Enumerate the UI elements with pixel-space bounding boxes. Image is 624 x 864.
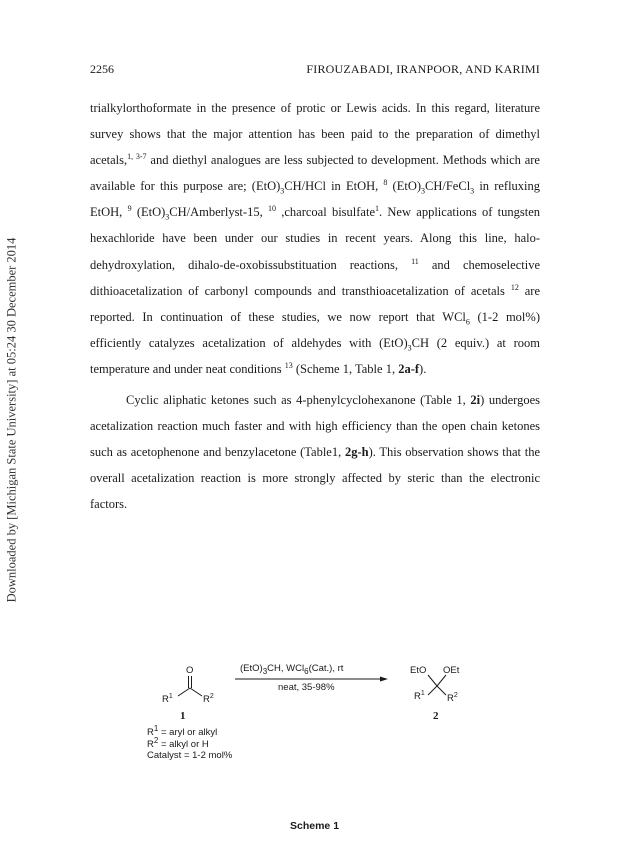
legend-r2: $R^2$ = alkyl or H bbox=[147, 735, 209, 750]
article-body bbox=[90, 95, 540, 518]
legend-r1: $R^1$ = aryl or alkyl bbox=[147, 723, 218, 738]
compound-ref: 2a-f bbox=[398, 361, 420, 376]
reaction-conditions-bottom: neat, 35-98% bbox=[278, 682, 335, 693]
subscript: 3 bbox=[407, 343, 412, 353]
paragraph-1 bbox=[90, 95, 540, 382]
text-run: (Scheme 1, Table 1, bbox=[292, 361, 399, 376]
subscript: 3 bbox=[470, 186, 475, 196]
page-header bbox=[90, 62, 540, 80]
arrow-head bbox=[380, 677, 388, 682]
citation-ref: 12 bbox=[510, 282, 519, 292]
paragraph-2 bbox=[90, 387, 540, 517]
scheme-caption: Scheme 1 bbox=[290, 820, 340, 832]
alkyl-bond bbox=[178, 688, 190, 696]
subscript: 3 bbox=[280, 186, 285, 196]
text-run: ). This observation shows that the overall acetalization reaction is more strongly affected by steric than the electronic factors. bbox=[90, 445, 540, 512]
running-head-authors: FIROUZABADI, IRANPOOR, AND KARIMI bbox=[306, 62, 540, 76]
text-run: in refluxing EtOH, bbox=[90, 179, 541, 220]
text-run: are reported. In continuation of these studies, we now report that WCl bbox=[90, 283, 540, 324]
acetal-bond bbox=[428, 675, 437, 686]
legend-catalyst: Catalyst = 1-2 mol% bbox=[147, 750, 233, 761]
text-run: (EtO) bbox=[387, 179, 422, 194]
text-run: (EtO) bbox=[131, 205, 166, 220]
text-run: CH/HCl in EtOH, bbox=[284, 179, 384, 194]
reaction-conditions-top: $(EtO)_3CH$, WCl$_6$(Cat.), rt bbox=[240, 663, 344, 676]
download-watermark bbox=[2, 210, 22, 630]
product-r2: $R^2$ bbox=[447, 692, 458, 704]
text-run: CH/Amberlyst-15, bbox=[169, 205, 268, 220]
citation-ref: 1, 3-7 bbox=[127, 152, 147, 162]
text-run: CH (2 equiv.) at room temperature and under neat conditions bbox=[90, 335, 540, 376]
reactant-r2: $R^2$ bbox=[203, 693, 214, 705]
citation-ref: 10 bbox=[267, 204, 276, 214]
alkyl-bond bbox=[428, 686, 437, 695]
subscript: 3 bbox=[165, 212, 170, 222]
reactant-oxygen: O bbox=[186, 665, 194, 676]
compound-ref: 2g-h bbox=[344, 445, 369, 460]
product-eto: EtO bbox=[410, 665, 427, 676]
text-run: (1-2 mol%) efficiently catalyzes acetalization of aldehydes with (EtO) bbox=[90, 309, 540, 350]
alkyl-bond bbox=[190, 688, 202, 696]
text-run: ,charcoal bisulfate bbox=[275, 205, 376, 220]
citation-ref: 9 bbox=[127, 204, 132, 214]
reactant-label: 1 bbox=[180, 710, 186, 722]
text-run: trialkylorthoformate in the presence of protic or Lewis acids. In this regard, literature survey shows that the major attention has been paid to the preparation of dimethyl acetals, bbox=[90, 101, 540, 168]
citation-ref: 8 bbox=[383, 178, 388, 188]
scheme-legend bbox=[147, 723, 233, 762]
citation-ref: 13 bbox=[284, 360, 293, 370]
reactant-r1: $R^1$ bbox=[162, 693, 173, 705]
page-number: 2256 bbox=[90, 62, 114, 76]
download-note-text: Downloaded by [Michigan State University] at 05:24 30 December 2014 bbox=[4, 237, 19, 603]
text-run: CH/FeCl bbox=[425, 179, 471, 194]
text-run: Cyclic aliphatic ketones such as 4-phenylcyclohexanone (Table 1, bbox=[126, 393, 471, 408]
reaction-scheme bbox=[140, 655, 500, 785]
citation-ref: 1 bbox=[375, 204, 380, 214]
text-run: and diethyl analogues are less subjected to development. Methods which are available for this purpose are; (EtO) bbox=[90, 153, 540, 194]
text-run: ). bbox=[419, 361, 427, 376]
subscript: 6 bbox=[465, 317, 470, 327]
acetal-bond bbox=[437, 675, 446, 686]
citation-ref: 11 bbox=[411, 256, 419, 266]
compound-ref: 2i bbox=[470, 393, 481, 408]
text-run: and chemoselective dithioacetalization of carbonyl compounds and transthioacetalization of acetals bbox=[90, 257, 540, 298]
product-r1: $R^1$ bbox=[414, 690, 425, 702]
text-run: . New applications of tungsten hexachloride have been under our studies in recent years. Along this line, halo-dehydroxylation, dihalo-de-oxobissubstituation reactions, bbox=[90, 205, 540, 272]
text-run: ) undergoes acetalization reaction much faster and with high efficiency than the open chain ketones such as acetophenone and benzylacetone (Table1, bbox=[90, 393, 540, 460]
product-label: 2 bbox=[433, 710, 439, 722]
subscript: 3 bbox=[421, 186, 426, 196]
alkyl-bond bbox=[437, 686, 446, 695]
product-oet: OEt bbox=[443, 665, 460, 676]
